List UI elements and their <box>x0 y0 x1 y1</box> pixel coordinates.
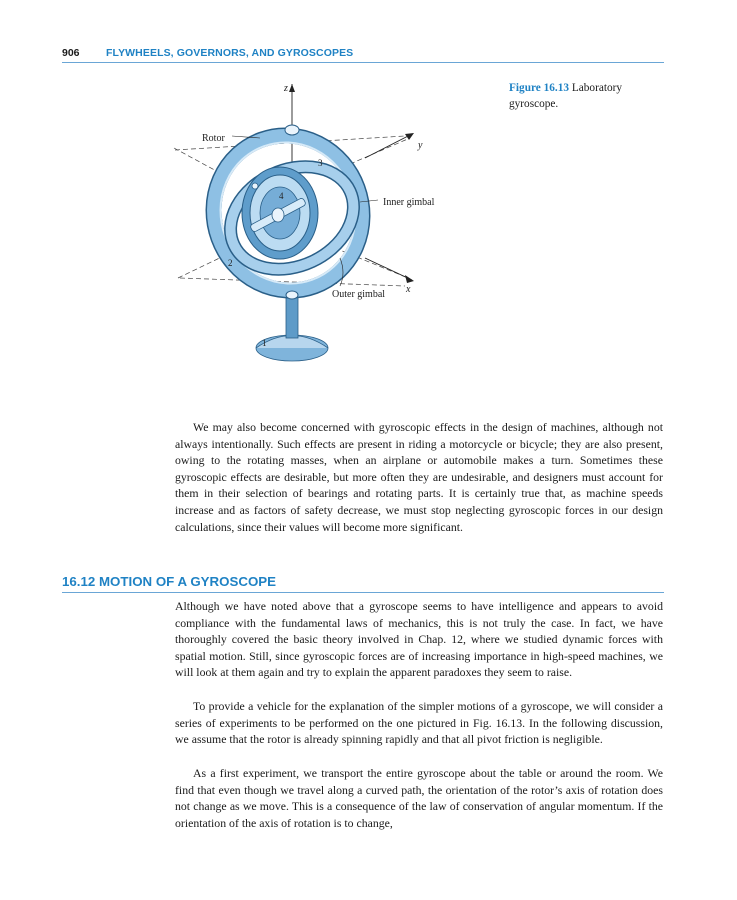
z-axis-arrow <box>289 84 295 92</box>
gyroscope-illustration <box>160 78 460 378</box>
bottom-pivot <box>286 291 298 299</box>
top-pivot <box>285 125 299 135</box>
label-axis-z: z <box>284 83 288 94</box>
running-header <box>62 44 664 63</box>
paragraph-3: As a first experiment, we transport the entire gyroscope about the table or around the room. We find that even though we travel along a curved path, the orientation of the rotor’s axis of rotation does not change as we move. This is a consequence of the law of conservation of angular momentum. If the orientation of the axis of rotation is to change, <box>175 766 663 830</box>
inner-pivot <box>252 183 258 189</box>
paragraph-intro: We may also become concerned with gyroscopic effects in the design of machines, although not always intentionally. Such effects are present in riding a motorcycle or bicycle; they are also present, owing to the rotating masses, when an airplane or automobile makes a turn. Sometimes these gyroscopic effects are desirable, but more often they are undesirable, and designers must account for them in their selection of bearings and rotating parts. It is certainly true that, as machine speeds increase and as factors of safety decrease, we must stop neglecting gyroscopic forces in our design calculations, since their values will become more significant. <box>175 420 663 534</box>
page-number: 906 <box>62 47 80 59</box>
rotor-shaft-end <box>272 208 284 222</box>
gyroscope-figure <box>160 78 460 378</box>
paragraph-1: Although we have noted above that a gyroscope seems to have intelligence and appears to avoid compliance with the fundamental laws of mechanics, this is not truly the case. In fact, we have thoroughly covered the basic theory involved in Chap. 12, where we studied dynamic forces with spatial motion. Still, since gyroscopic forces are of increasing importance in high-speed machines, we will look at them again and try to explain the apparent paradoxes they seem to raise. <box>175 599 663 680</box>
label-inner-gimbal: Inner gimbal <box>383 197 435 208</box>
label-axis-y: y <box>418 140 423 151</box>
section-heading <box>62 574 664 593</box>
x-axis-line <box>365 258 412 280</box>
label-num-2: 2 <box>228 258 233 268</box>
label-num-4: 4 <box>279 191 284 201</box>
stand-post <box>286 293 298 338</box>
section-heading-text: 16.12 MOTION OF A GYROSCOPE <box>62 574 277 589</box>
paragraph-2: To provide a vehicle for the explanation of the simpler motions of a gyroscope, we will consider a series of experiments to be performed on the one pictured in Fig. 16.13. In the following discussion, we assume that the rotor is already spinning rapidly and that all pivot friction is negligible. <box>175 699 663 747</box>
figure-caption-label: Figure 16.13 <box>509 82 570 94</box>
figure-caption-text: Laboratory gyroscope. <box>509 82 623 110</box>
figure-caption <box>509 80 659 112</box>
label-num-1: 1 <box>262 338 267 348</box>
chapter-title: FLYWHEELS, GOVERNORS, AND GYROSCOPES <box>106 47 354 59</box>
label-num-3: 3 <box>318 158 323 168</box>
x-axis-arrow <box>405 275 414 283</box>
label-rotor: Rotor <box>202 133 225 144</box>
label-outer-gimbal: Outer gimbal <box>332 289 386 300</box>
y-axis-line <box>365 134 412 158</box>
label-axis-x: x <box>406 284 411 295</box>
